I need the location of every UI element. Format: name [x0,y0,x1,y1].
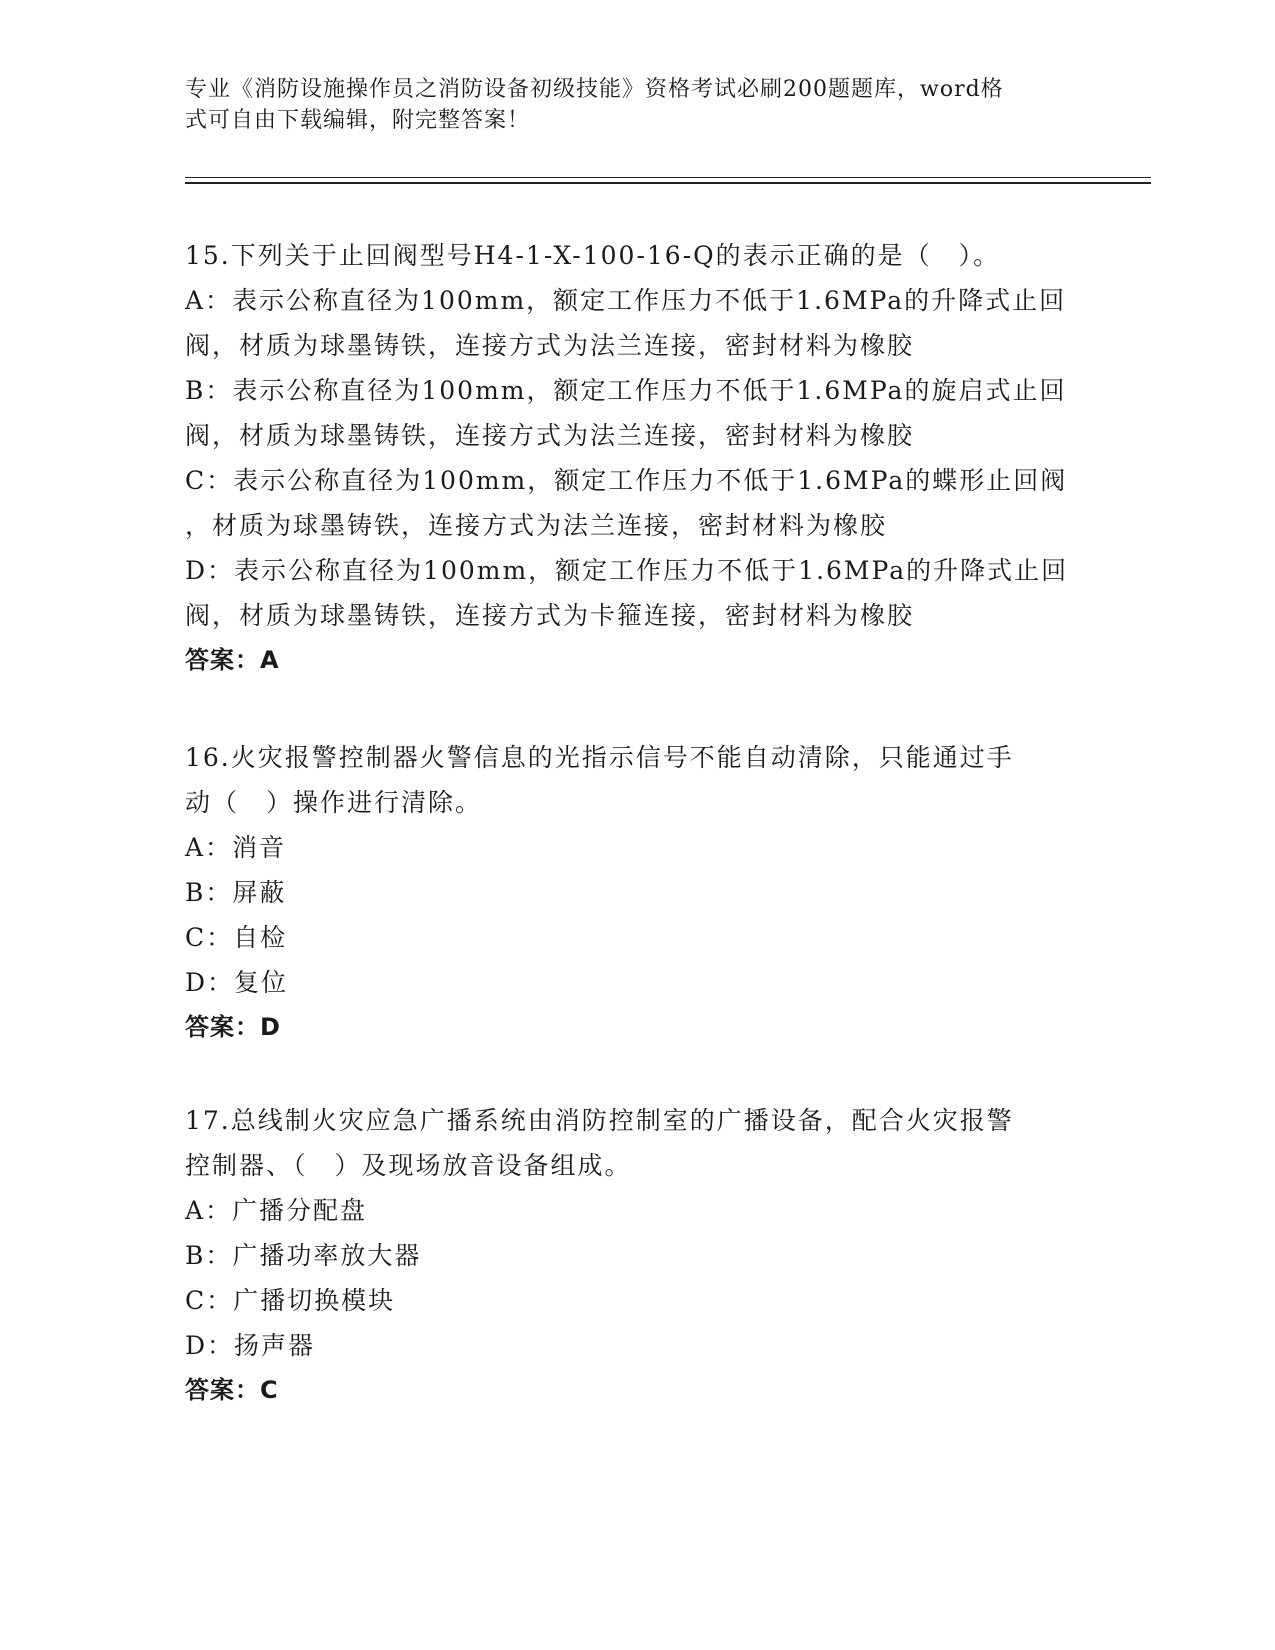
answer: 答案：C [185,1376,279,1404]
option-c-line-2: ，材质为球墨铸铁，连接方式为法兰连接，密封材料为橡胶 [185,511,888,540]
header-divider-thin [185,177,1151,178]
question-stem-line-1: 16.火灾报警控制器火警信息的光指示信号不能自动清除，只能通过手 [185,743,1014,772]
option-c: C：广播切换模块 [185,1286,396,1315]
option-d: D：扬声器 [185,1331,316,1360]
question-stem-line-2: 动（ ）操作进行清除。 [185,788,483,817]
option-a-line-1: A：表示公称直径为100mm，额定工作压力不低于1.6MPa的升降式止回 [185,286,1067,315]
document-title [185,74,1065,136]
question-15 [185,233,1085,683]
question-17 [185,1098,1085,1413]
header-divider-thick [185,182,1151,184]
question-stem: 15.下列关于止回阀型号H4-1-X-100-16-Q的表示正确的是（ ）。 [185,241,1001,270]
option-a: A：广播分配盘 [185,1196,368,1225]
document-title-line-2: 式可自由下载编辑，附完整答案！ [185,108,531,133]
option-b: B：屏蔽 [185,878,287,907]
option-b: B：广播功率放大器 [185,1241,422,1270]
answer: 答案：A [185,646,280,674]
question-16 [185,735,1085,1050]
option-d-line-1: D：表示公称直径为100mm，额定工作压力不低于1.6MPa的升降式止回 [185,556,1069,585]
option-b-line-2: 阀，材质为球墨铸铁，连接方式为法兰连接，密封材料为橡胶 [185,421,915,450]
question-stem-line-2: 控制器、（ ）及现场放音设备组成。 [185,1151,632,1180]
option-a-line-2: 阀，材质为球墨铸铁，连接方式为法兰连接，密封材料为橡胶 [185,331,915,360]
question-stem-line-1: 17.总线制火灾应急广播系统由消防控制室的广播设备，配合火灾报警 [185,1106,1014,1135]
option-a: A：消音 [185,833,287,862]
answer: 答案：D [185,1013,281,1041]
option-b-line-1: B：表示公称直径为100mm，额定工作压力不低于1.6MPa的旋启式止回 [185,376,1067,405]
option-c-line-1: C：表示公称直径为100mm，额定工作压力不低于1.6MPa的蝶形止回阀 [185,466,1068,495]
option-c: C：自检 [185,923,288,952]
option-d-line-2: 阀，材质为球墨铸铁，连接方式为卡箍连接，密封材料为橡胶 [185,601,915,630]
option-d: D：复位 [185,968,289,997]
document-title-line-1: 专业《消防设施操作员之消防设备初级技能》资格考试必刷200题题库，word格 [185,77,1004,102]
